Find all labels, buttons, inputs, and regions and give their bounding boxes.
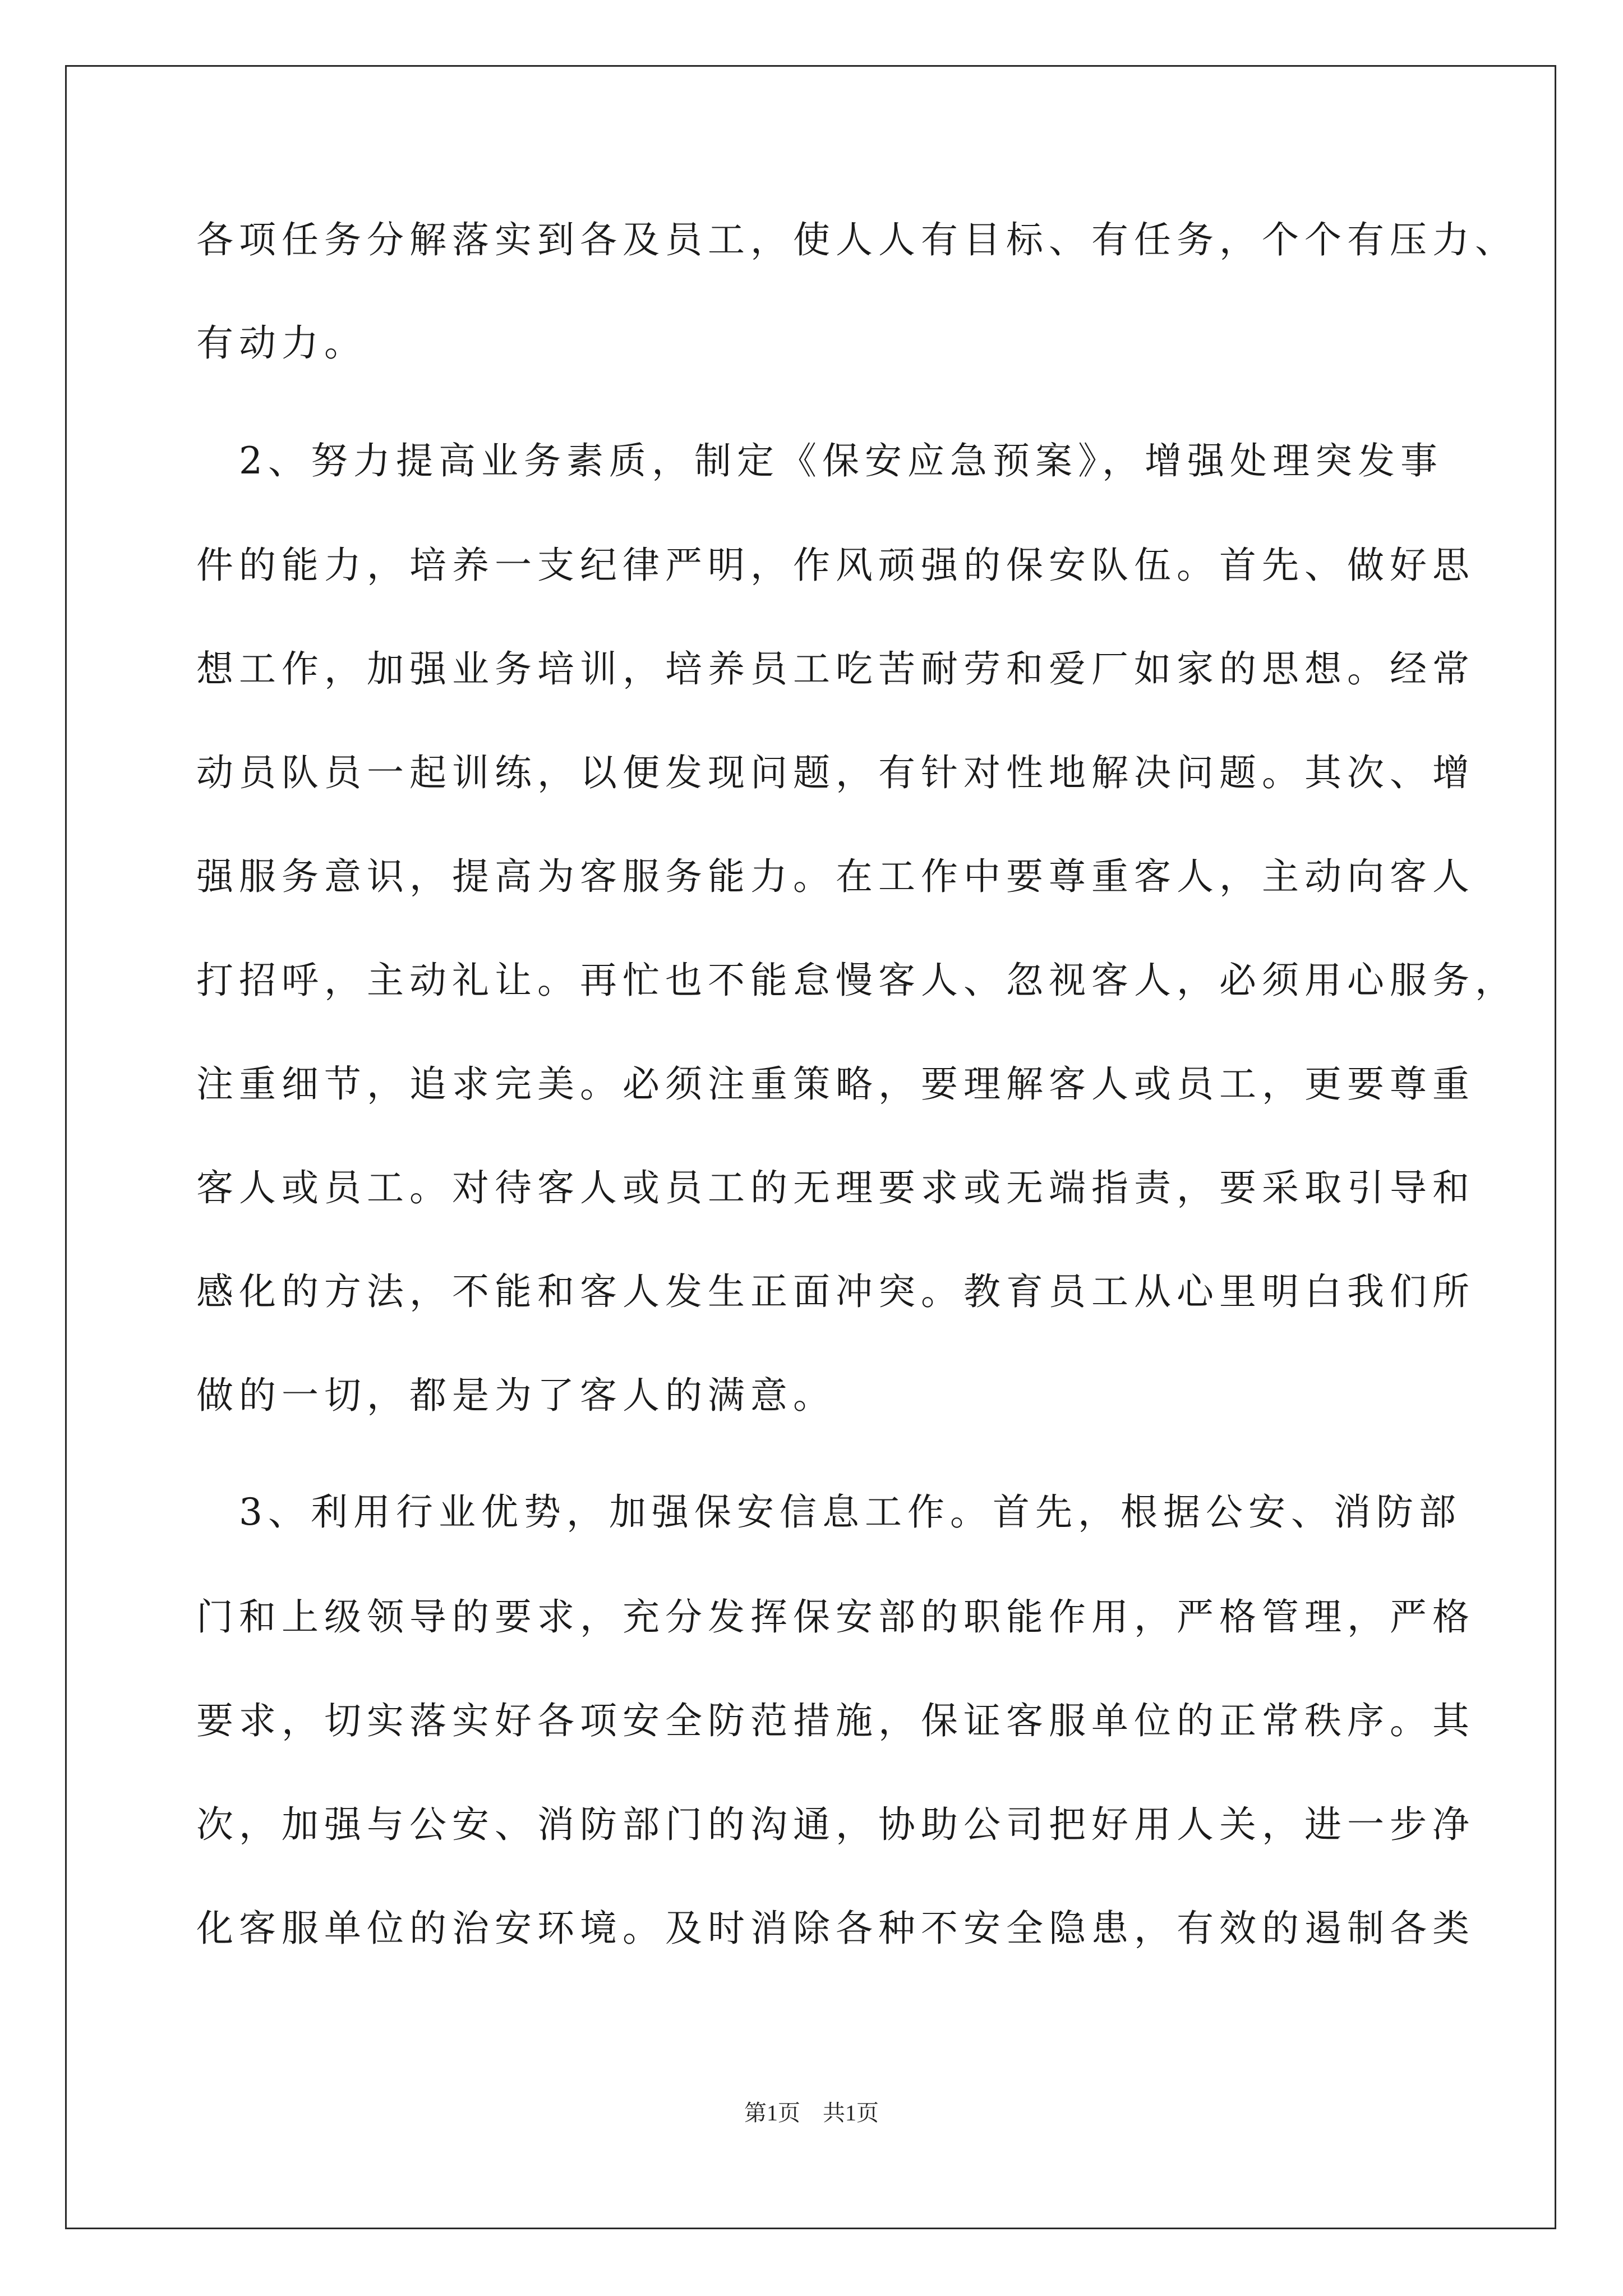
text-line: 有动力。 bbox=[196, 321, 367, 365]
text-line: 件的能力，培养一支纪律严明，作风顽强的保安队伍。首先、做好思 bbox=[196, 544, 1475, 587]
text-line: 想工作，加强业务培训，培养员工吃苦耐劳和爱厂如家的思想。经常 bbox=[196, 647, 1475, 691]
page-footer: 第1页 共1页 bbox=[744, 2100, 879, 2125]
text-line: 强服务意识，提高为客服务能力。在工作中要尊重客人，主动向客人 bbox=[196, 855, 1475, 898]
text-line: 2、努力提高业务素质，制定《保安应急预案》，增强处理突发事 bbox=[196, 439, 1443, 482]
text-line: 各项任务分解落实到各及员工，使人人有目标、有任务，个个有压力、 bbox=[196, 218, 1518, 261]
text-line: 打招呼，主动礼让。再忙也不能怠慢客人、忽视客人，必须用心服务， bbox=[196, 959, 1518, 1002]
text-line: 客人或员工。对待客人或员工的无理要求或无端指责，要采取引导和 bbox=[196, 1166, 1475, 1209]
text-line: 3、利用行业优势，加强保安信息工作。首先，根据公安、消防部 bbox=[196, 1490, 1461, 1534]
text-line: 门和上级领导的要求，充分发挥保安部的职能作用，严格管理，严格 bbox=[196, 1595, 1475, 1639]
text-line: 要求，切实落实好各项安全防范措施，保证客服单位的正常秩序。其 bbox=[196, 1699, 1475, 1742]
text-line: 感化的方法，不能和客人发生正面冲突。教育员工从心里明白我们所 bbox=[196, 1270, 1475, 1313]
text-line: 动员队员一起训练，以便发现问题，有针对性地解决问题。其次、增 bbox=[196, 751, 1475, 794]
text-line: 注重细节，追求完美。必须注重策略，要理解客人或员工，更要尊重 bbox=[196, 1062, 1475, 1106]
text-line: 次，加强与公安、消防部门的沟通，协助公司把好用人关，进一步净 bbox=[196, 1803, 1475, 1846]
text-line: 化客服单位的治安环境。及时消除各种不安全隐患，有效的遏制各类 bbox=[196, 1907, 1475, 1950]
text-line: 做的一切，都是为了客人的满意。 bbox=[196, 1374, 836, 1417]
